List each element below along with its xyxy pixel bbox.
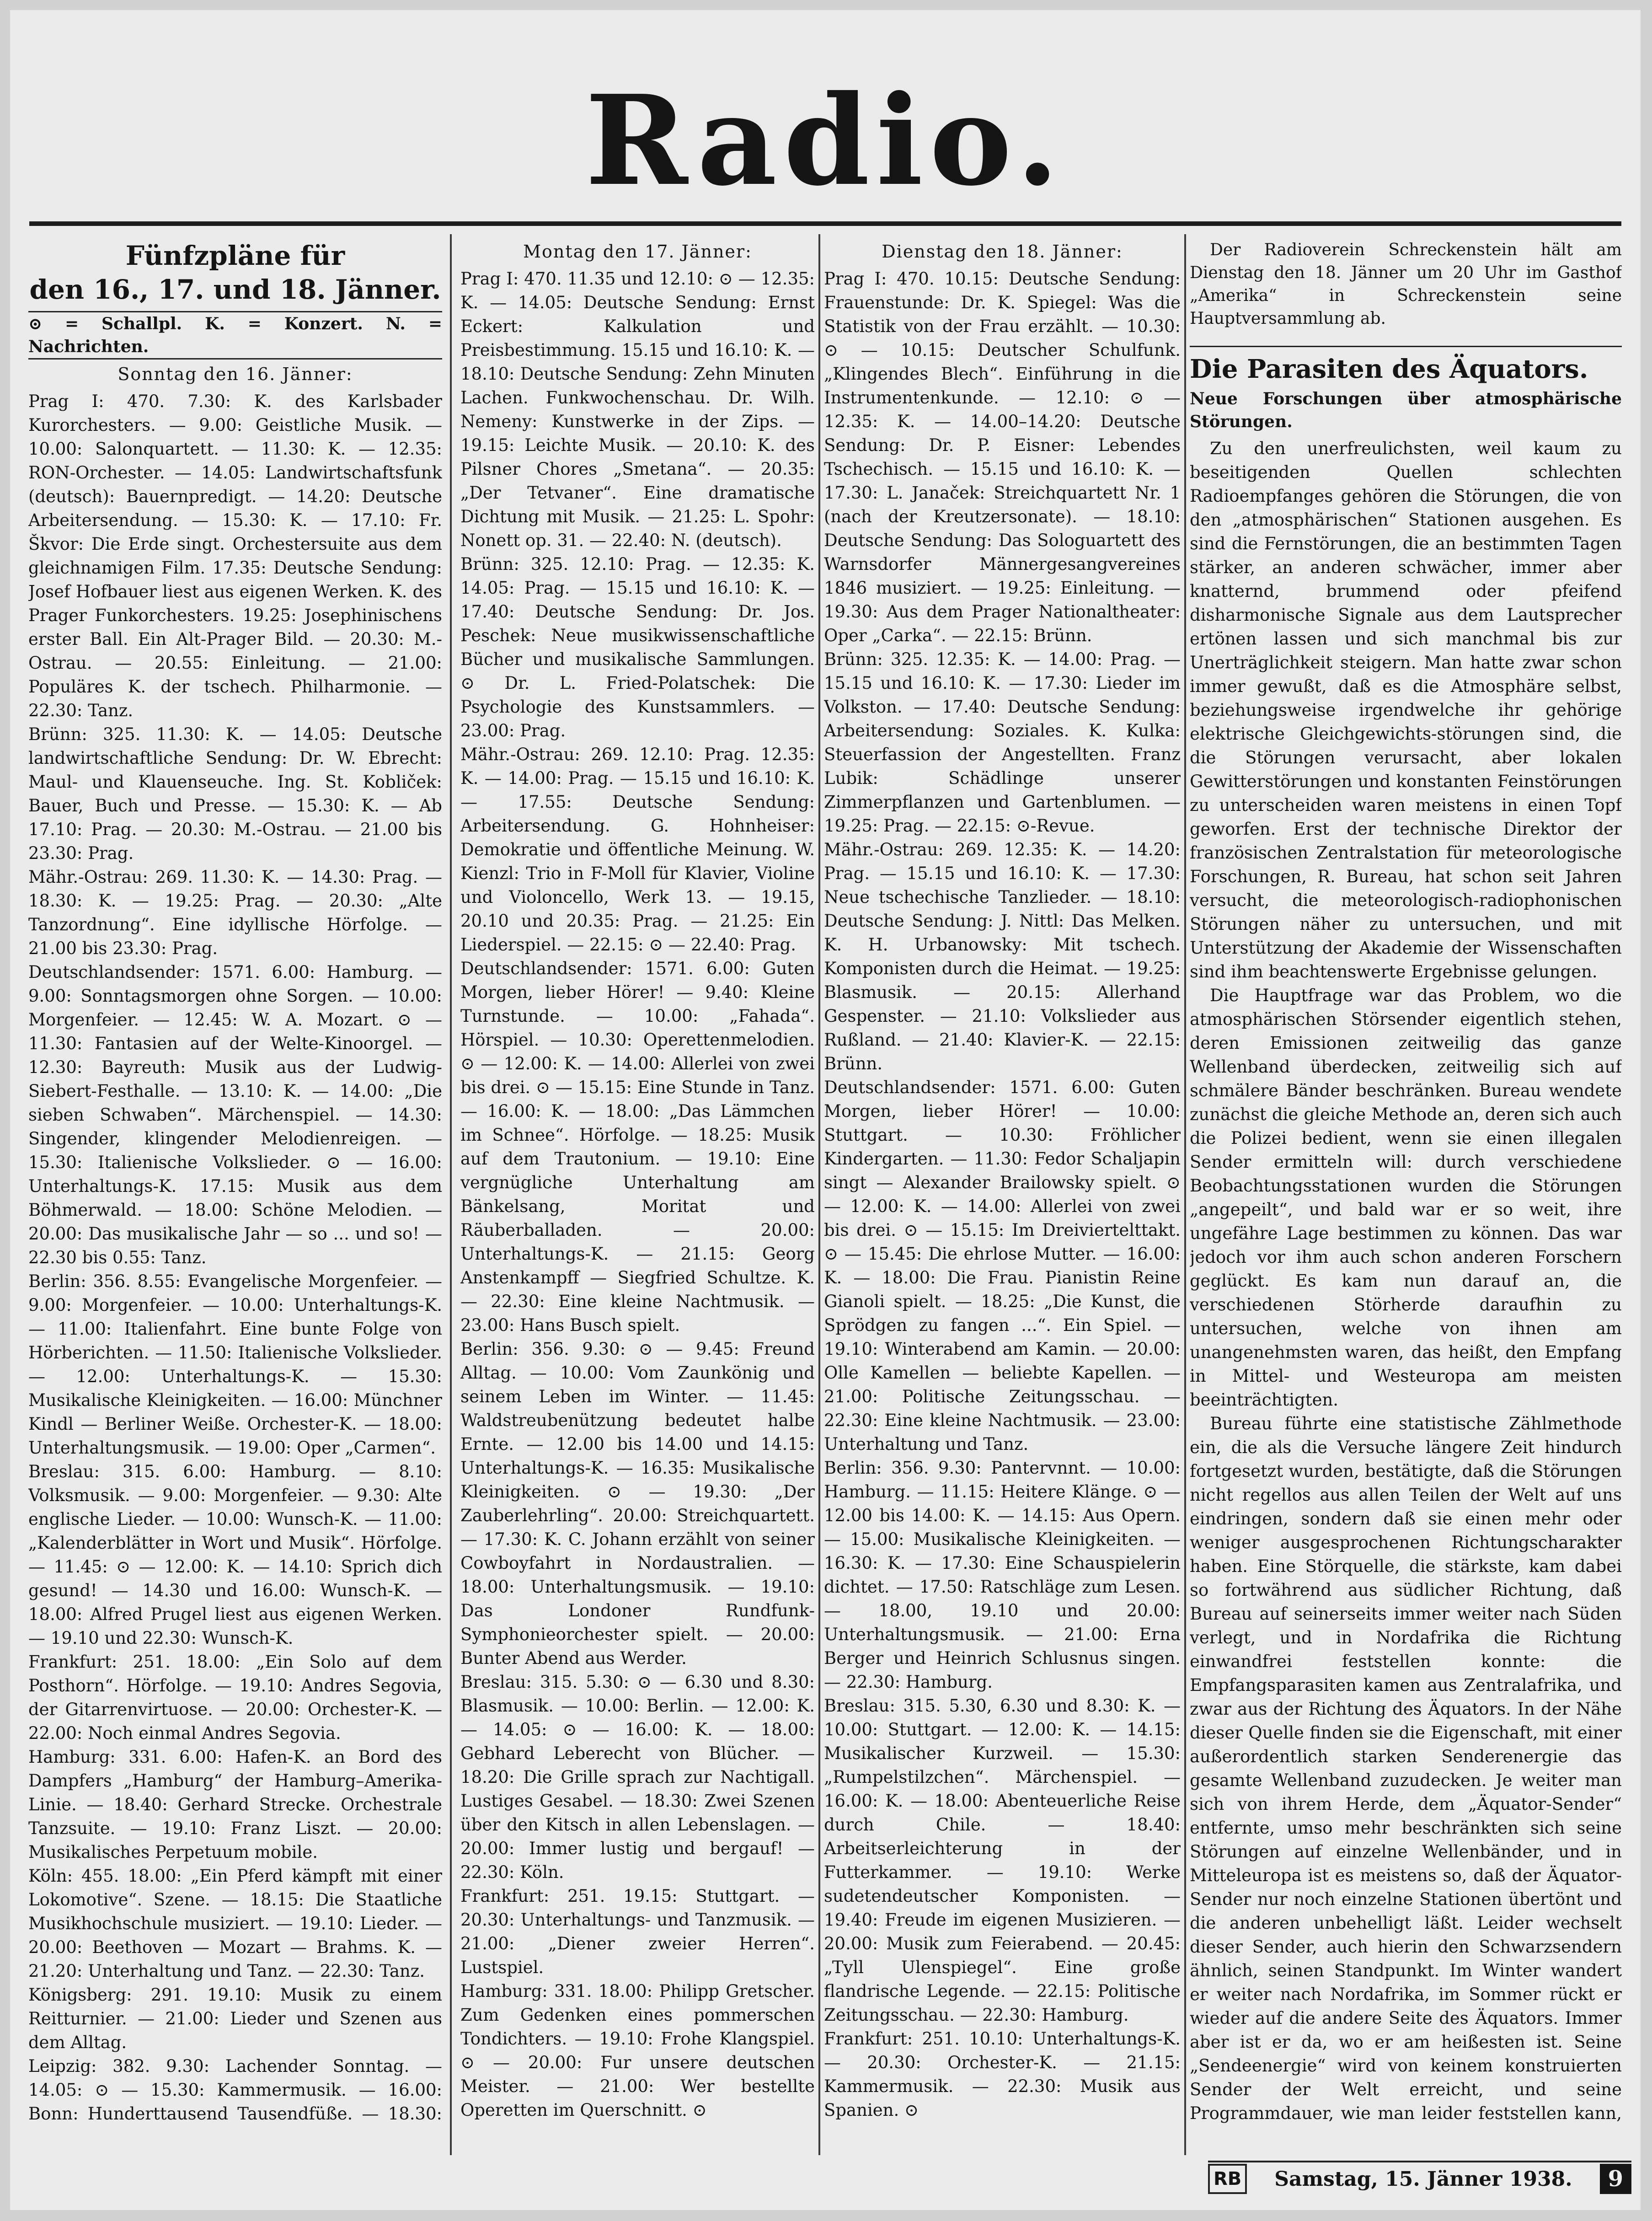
day-heading: Montag den 17. Jänner:: [523, 241, 752, 262]
station-listing: Breslau: 315. 5.30, 6.30 und 8.30: K. — 10.00: Stuttgart. — 12.00: K. — 14.15: Musikalischer Kurzweil. — 15.30: „Rumpelstilzchen“. Märchenspiel. — 16.00: K. — 18.00: Abenteuerliche Reise durch Chile. — 18.40: Arbeitserleichterung in der Futterkammer. — 19.10: Werke sudetendeutscher Komponisten. — 19.40: Freude im eigenen Musizieren. — 20.00: Musik zum Feierabend. — 20.45: „Tyll Ulenspiegel“. Eine große flandrische Legende. — 22.15: Politische Zeitungsschau. — 22.30: Hamburg.: [824, 1696, 1181, 2025]
station-listing: Frankfurt: 251. 10.10: Unterhaltungs-K. — 20.30: Orchester-K. — 21.15: Kammermusik. — 22.30: Musik aus Spanien. ⊙: [824, 2029, 1181, 2120]
abbreviation-legend: ⊙ = Schallpl. K. = Konzert. N. = Nachrichten.: [28, 311, 442, 359]
station-listing: Berlin: 356. 8.55: Evangelische Morgenfeier. — 9.00: Morgenfeier. — 10.00: Unterhaltungs-K. — 11.00: Italienfahrt. Eine bunte Folge von Hörberichten. — 11.50: Italienische Volkslieder. — 12.00: Unterhaltungs-K. — 15.30: Musikalische Kleinigkeiten. — 16.00: Münchner Kindl — Berliner Weiße. Orchester-K. — 18.00: Unterhaltungsmusik. — 19.00: Oper „Carmen“.: [28, 1271, 442, 1458]
station-listing: Mähr.-Ostrau: 269. 12.10: Prag. 12.35: K. — 14.00: Prag. — 15.15 und 16.10: K. — 17.55: Deutsche Sendung: Arbeitersendung. G. Hohnheiser: Demokratie und öffentliche Meinung. W. Kienzl: Trio in F-Moll für Klavier, Violine und Violoncello, Werk 13. — 19.15, 20.10 und 20.35: Prag. — 21.25: Ein Liederspiel. — 22.15: ⊙ — 22.40: Prag.: [460, 745, 815, 955]
station-listing: Brünn: 325. 12.35: K. — 14.00: Prag. — 15.15 und 16.10: K. — 17.30: Lieder im Volkston. — 17.40: Deutsche Sendung: Arbeitersendung: Soziales. K. Kulka: Steuerfassion der Angestellten. Franz Lubik: Schädlinge unserer Zimmerpflanzen und Gartenblumen. — 19.25: Prag. — 22.15: ⊙-Revue.: [824, 649, 1181, 836]
station-listing: Brünn: 325. 11.30: K. — 14.05: Deutsche landwirtschaftliche Sendung: Dr. W. Ebrecht: Maul- und Klauenseuche. Ing. St. Kobliček: Bauer, Buch und Presse. — 15.30: K. — Ab 17.10: Prag. — 20.30: M.-Ostrau. — 21.00 bis 23.30: Prag.: [28, 724, 442, 863]
station-listing: Frankfurt: 251. 18.00: „Ein Solo auf dem Posthorn“. Hörfolge. — 19.10: Andres Segovia, der Gitarrenvirtuose. — 20.00: Orchester-K. — 22.00: Noch einmal Andres Segovia.: [28, 1652, 442, 1743]
station-listing: Frankfurt: 251. 19.15: Stuttgart. — 20.30: Unterhaltungs- und Tanzmusik. — 21.00: „Diener zweier Herren“. Lustspiel.: [460, 1886, 815, 1977]
station-listing: Mähr.-Ostrau: 269. 12.35: K. — 14.20: Prag. — 15.15 und 16.10: K. — 17.30: Neue tschechische Tanzlieder. — 18.10: Deutsche Sendung: J. Nittl: Das Melken. K. H. Urbanowsky: Mit tschech. Komponisten durch die Heimat. — 19.25: Blasmusik. — 20.15: Allerhand Gespenster. — 21.10: Volkslieder aus Rußland. — 21.40: Klavier-K. — 22.15: Brünn.: [824, 840, 1181, 1073]
issue-date: Samstag, 15. Jänner 1938.: [1274, 2167, 1572, 2191]
station-listing: Köln: 455. 18.00: „Ein Pferd kämpft mit einer Lokomotive“. Szene. — 18.15: Die Staatliche Musikhochschule musiziert. — 19.10: Lieder. — 20.00: Beethoven — Mozart — Brahms. K. — 21.20: Unterhaltung und Tanz. — 22.30: Tanz.: [28, 1866, 442, 1981]
program-column-tuesday: [824, 239, 1181, 2123]
schedule-dates: den 16., 17. und 18. Jänner.: [29, 274, 441, 305]
station-listings: [460, 267, 815, 2123]
station-listing: Hamburg: 331. 18.00: Philipp Gretscher. Zum Gedenken eines pommerschen Tondichters. — 19.10: Frohe Klangspiel. ⊙ — 20.00: Fur unsere deutschen Meister. — 21.00: Wer bestellte Operetten im Querschnitt. ⊙: [460, 1981, 815, 2120]
column-divider: [1184, 234, 1186, 2155]
article-paragraph: Zu den unerfreulichsten, weil kaum zu beseitigenden Quellen schlechten Radioempfanges gehören die Störungen, die von den „atmosphärischen“ Stationen ausgehen. Es sind die Fernstörungen, die an bestimmten Tagen stärker, an anderen schwächer, immer aber knatternd, brummend oder pfeifend disharmonische Signale aus dem Lautsprecher ertönen lassen und sich manchmal bis zur Unerträglichkeit steigern. Man hatte zwar schon immer gewußt, daß es die Atmosphäre selbst, beziehungsweise irgendwelche ihr gehörige elektrische Gleichgewichts-störungen sind, die die Störungen verursacht, aber lokalen Gewitterstörungen und konstanten Feinstörungen zu unterscheiden waren meistens in einen Topf geworfen. Erst der technische Direktor der französischen Zentralstation für meteorologische Forschungen, R. Bureau, hat schon seit Jahren versucht, die meteorologisch-radiophonischen Störungen näher zu untersuchen, und mit Unterstützung der Akademie der Wissenschaften sind ihm beachtenswerte Ergebnisse gelungen.: [1190, 439, 1622, 982]
station-listing: Deutschlandsender: 1571. 6.00: Hamburg. — 9.00: Sonntagsmorgen ohne Sorgen. — 10.00: Morgenfeier. — 12.45: W. A. Mozart. ⊙ — 11.30: Fantasien auf der Welte-Kinoorgel. — 12.30: Bayreuth: Musik aus der Ludwig-Siebert-Festhalle. — 13.10: K. — 14.00: „Die sieben Schwaben“. Märchenspiel. — 14.30: Singender, klingender Melodienreigen. — 15.30: Italienische Volkslieder. ⊙ — 16.00: Unterhaltungs-K. 17.15: Musik aus dem Böhmerwald. — 18.00: Schöne Melodien. — 20.00: Das musikalische Jahr — so ... und so! — 22.30 bis 0.55: Tanz.: [28, 962, 442, 1267]
masthead-rule: [29, 221, 1621, 226]
station-listing: Brünn: 325. 12.10: Prag. — 12.35: K. 14.05: Prag. — 15.15 und 16.10: K. — 17.40: Deutsche Sendung: Dr. Jos. Peschek: Neue musikwissenschaftliche Bücher und musikalische Sammlungen. ⊙ Dr. L. Fried-Polatschek: Die Psychologie des Kunstsammlers. — 23.00: Prag.: [460, 554, 815, 740]
station-listing: Leipzig: 382. 9.30: Lachender Sonntag. — 14.05: ⊙ — 15.30: Kammermusik. — 16.00: Bonn: Hunderttausend Tausendfüße. — 18.30:: [28, 2056, 442, 2123]
station-listing: Königsberg: 291. 19.10: Musik zu einem Reitturnier. — 21.00: Lieder und Szenen aus dem Alltag.: [28, 1985, 442, 2052]
article-paragraph: Bureau führte eine statistische Zählmethode ein, die als die Versuche längere Zeit hindurch fortgesetzt wurden, bestätigte, daß die Störungen nicht regellos aus allen Teilen der Welt auf uns eindringen, sondern daß sie einen mehr oder weniger ausgesprochenen Richtungscharakter haben. Eine Störquelle, die stärkste, kam dabei so fortwährend aus südlicher Richtung, daß Bureau auf seinerseits immer weiter nach Süden verlegt, und in Nordafrika die Richtung einwandfrei feststellen konnte: die Empfangsparasiten kamen aus Zentralafrika, und zwar aus der Richtung des Äquators. In der Nähe dieser Quelle finden sie die Eigenschaft, mit einer außerordentlich starken Senderenergie das gesamte Wellenband zuzudecken. Je weiter man sich von ihrem Herde, dem „Äquator-Sender“ entfernte, umso mehr beschränkten sich seine Störungen auf einzelne Wellenbänder, und in Mitteleuropa ist es meistens so, daß der Äquator-Sender nur noch einzelne Stationen übertönt und die anderen unbehelligt läßt. Leider wechselt dieser Sender, auch hierin den Schwarzsendern ähnlich, seinen Standpunkt. Im Winter wandert er weiter nach Nordafrika, im Sommer rückt er wieder auf die andere Seite des Äquators. Immer aber ist er da, wo er am heißesten ist. Seine „Sendeenergie“ wird von keinem konstruierten Sender der Welt erreicht, und seine Programmdauer, wie man leider feststellen kann,: [1190, 1414, 1622, 2123]
station-listing: Berlin: 356. 9.30: Pantervnnt. — 10.00: Hamburg. — 11.15: Heitere Klänge. ⊙ — 12.00 bis 14.00: K. — 14.15: Aus Opern. — 15.00: Musikalische Kleinigkeiten. — 16.30: K. — 17.30: Eine Schauspielerin dichtet. — 17.50: Ratschläge zum Lesen. — 18.00, 19.10 und 20.00: Unterhaltungsmusik. — 21.00: Erna Berger und Heinrich Schlusnus singen. — 22.30: Hamburg.: [824, 1458, 1181, 1692]
column-divider: [450, 234, 452, 2155]
page-number: 9: [1600, 2164, 1631, 2194]
masthead-title: Radio.: [585, 68, 1066, 213]
station-listing: Deutschlandsender: 1571. 6.00: Guten Morgen, lieber Hörer! — 9.40: Kleine Turnstunde. — 10.00: „Fahada“. Hörspiel. — 10.30: Operettenmelodien. ⊙ — 12.00: K. — 14.00: Allerlei von zwei bis drei. ⊙ — 15.15: Eine Stunde in Tanz. — 16.00: K. — 18.00: „Das Lämmchen im Schnee“. Hörfolge. — 18.25: Musik auf dem Trautonium. — 19.10: Eine vergnügliche Unterhaltung am Bänkelsang, Moritat und Räuberballaden. — 20.00: Unterhaltungs-K. — 21.15: Georg Anstenkampff — Siegfried Schultze. K. — 22.30: Eine kleine Nachtmusik. — 23.00: Hans Busch spielt.: [460, 959, 815, 1335]
article-headline: Die Parasiten des Äquators.: [1190, 346, 1622, 386]
program-column-monday: [460, 239, 815, 2123]
station-listing: Prag I: 470. 7.30: K. des Karlsbader Kurorchesters. — 9.00: Geistliche Musik. — 10.00: Salonquartett. — 11.30: K. — 12.35: RON-Orchester. — 14.05: Landwirtschaftsfunk (deutsch): Bauernpredigt. — 14.20: Deutsche Arbeitersendung. — 15.30: K. — 17.10: Fr. Škvor: Die Erde singt. Orchestersuite aus dem gleichnamigen Film. 17.35: Deutsche Sendung: Josef Hofbauer liest aus eigenen Werken. K. des Prager Funkorchesters. 19.25: Josephinischens erster Ball. Ein Alt-Prager Bild. — 20.30: M.-Ostrau. — 20.55: Einleitung. — 21.00: Populäres K. der tschech. Philharmonie. — 22.30: Tanz.: [28, 392, 442, 720]
day-heading: Dienstag den 18. Jänner:: [882, 241, 1123, 262]
station-listing: Breslau: 315. 6.00: Hamburg. — 8.10: Volksmusik. — 9.00: Morgenfeier. — 9.30: Alte englische Lieder. — 10.00: Wunsch-K. — 11.00: „Kalenderblätter in Wort und Musik“. Hörfolge. — 11.45: ⊙ — 12.00: K. — 14.10: Sprich dich gesund! — 14.30 und 16.00: Wunsch-K. — 18.00: Alfred Prugel liest aus eigenen Werken. — 19.10 und 22.30: Wunsch-K.: [28, 1462, 442, 1648]
station-listing: [460, 2122, 815, 2123]
column-divider: [818, 234, 820, 2155]
schedule-heading: Fünfzpläne für: [125, 240, 345, 271]
station-listing: Breslau: 315. 5.30: ⊙ — 6.30 und 8.30: Blasmusik. — 10.00: Berlin. — 12.00: K. — 14.05: ⊙ — 16.00: K. — 18.00: Gebhard Leberecht von Blücher. — 18.20: Die Grille sprach zur Nachtigall. Lustiges Gesabel. — 18.30: Zwei Szenen über den Kitsch in allen Lebenslagen. — 20.00: Immer lustig und bergauf! — 22.30: Köln.: [460, 1672, 815, 1882]
station-listing: Mähr.-Ostrau: 269. 11.30: K. — 14.30: Prag. — 18.30: K. — 19.25: Prag. — 20.30: „Alte Tanzordnung“. Eine idyllische Hörfolge. — 21.00 bis 23.30: Prag.: [28, 867, 442, 958]
program-column-sunday: [28, 239, 442, 2123]
club-notice: Der Radioverein Schreckenstein hält am Dienstag den 18. Jänner um 20 Uhr im Gasthof „Amerika“ in Schreckenstein seine Hauptversammlung ab.: [1190, 241, 1622, 328]
station-listings: [28, 390, 442, 2123]
page-footer: [1208, 2161, 1631, 2195]
article-body: [1190, 437, 1622, 2123]
article-column: [1190, 239, 1622, 2123]
newspaper-logo: RB: [1208, 2164, 1247, 2194]
article-subheadline: Neue Forschungen über atmosphärische Störungen.: [1190, 389, 1622, 431]
station-listing: Hamburg: 331. 6.00: Hafen-K. an Bord des Dampfers „Hamburg“ der Hamburg–Amerika-Linie. — 18.40: Gerhard Strecke. Orchestrale Tanzsuite. — 19.10: Franz Liszt. — 20.00: Musikalisches Perpetuum mobile.: [28, 1747, 442, 1862]
station-listings: [824, 267, 1181, 2123]
station-listing: [824, 2122, 1181, 2123]
day-heading: Sonntag den 16. Jänner:: [118, 364, 353, 384]
station-listing: Deutschlandsender: 1571. 6.00: Guten Morgen, lieber Hörer! — 10.00: Stuttgart. — 10.30: Fröhlicher Kindergarten. — 11.30: Fedor Schaljapin singt — Alexander Brailowsky spielt. ⊙ — 12.00: K. — 14.00: Allerlei von zwei bis drei. ⊙ — 15.15: Im Dreiviertelttakt. ⊙ — 15.45: Die ehrlose Mutter. — 16.00: K. — 18.00: Die Frau. Pianistin Reine Gianoli spielt. — 18.25: „Die Kunst, die Sprödgen zu fangen ...“. Ein Spiel. — 19.10: Winterabend am Kamin. — 20.00: Olle Kamellen — beliebte Kapellen. — 21.00: Politische Zeitungsschau. — 22.30: Eine kleine Nachtmusik. — 23.00: Unterhaltung und Tanz.: [824, 1078, 1181, 1454]
station-listing: Prag I: 470. 11.35 und 12.10: ⊙ — 12.35: K. — 14.05: Deutsche Sendung: Ernst Eckert: Kalkulation und Preisbestimmung. 15.15 und 16.10: K. — 18.10: Deutsche Sendung: Zehn Minuten Lachen. Funkwochenschau. Dr. Wilh. Nemeny: Kunstwerke in der Zips. — 19.15: Leichte Musik. — 20.10: K. des Pilsner Chores „Smetana“. — 20.35: „Der Tetvaner“. Eine dramatische Dichtung mit Musik. — 21.25: L. Spohr: Nonett op. 31. — 22.40: N. (deutsch).: [460, 269, 815, 550]
newspaper-page: [10, 10, 1641, 2210]
station-listing: Berlin: 356. 9.30: ⊙ — 9.45: Freund Alltag. — 10.00: Vom Zaunkönig und seinem Leben im Winter. — 11.45: Waldstreubenützung bedeutet halbe Ernte. — 12.00 bis 14.00 und 14.15: Unterhaltungs-K. — 16.35: Musikalische Kleinigkeiten. ⊙ — 19.30: „Der Zauberlehrling“. 20.00: Streichquartett. — 17.30: K. C. Johann erzählt von seiner Cowboyfahrt in Nordaustralien. — 18.00: Unterhaltungsmusik. — 19.10: Das Londoner Rundfunk-Symphonieorchester spielt. — 20.00: Bunter Abend aus Werder.: [460, 1339, 815, 1668]
article-paragraph: Die Hauptfrage war das Problem, wo die atmosphärischen Störsender eigentlich stehen, deren Emissionen zeitweilig das ganze Wellenband überdecken, zeitweilig sich auf schmälere Bänder beschränken. Bureau wendete zunächst die gleiche Methode an, deren sich auch die Polizei bedient, wenn sie einen illegalen Sender ermitteln will: durch verschiedene Beobachtungsstationen wurden die Störungen „angepeilt“, und bald war er so weit, ihre ungefähre Lage bestimmen zu können. Das war jedoch vor ihm auch schon anderen Forschern geglückt. Es kam nun darauf an, die verschiedenen Störherde daraufhin zu untersuchen, welche von ihnen am unangenehmsten waren, das heißt, den Empfang in Mittel- und Westeuropa am meisten beeinträchtigten.: [1190, 986, 1622, 1410]
station-listing: Prag I: 470. 10.15: Deutsche Sendung: Frauenstunde: Dr. K. Spiegel: Was die Statistik von der Frau erzählt. — 10.30: ⊙ — 10.15: Deutscher Schulfunk. „Klingendes Blech“. Einführung in die Instrumentenkunde. — 12.10: ⊙ — 12.35: K. — 14.00–14.20: Deutsche Sendung: Dr. P. Eisner: Lebendes Tschechisch. — 15.15 und 16.10: K. — 17.30: L. Janaček: Streichquartett Nr. 1 (nach der Kreutzersonate). — 18.10: Deutsche Sendung: Das Sologuartett des Warnsdorfer Männergesangvereines 1846 musiziert. — 19.25: Einleitung. — 19.30: Aus dem Prager Nationaltheater: Oper „Carka“. — 22.15: Brünn.: [824, 269, 1181, 645]
